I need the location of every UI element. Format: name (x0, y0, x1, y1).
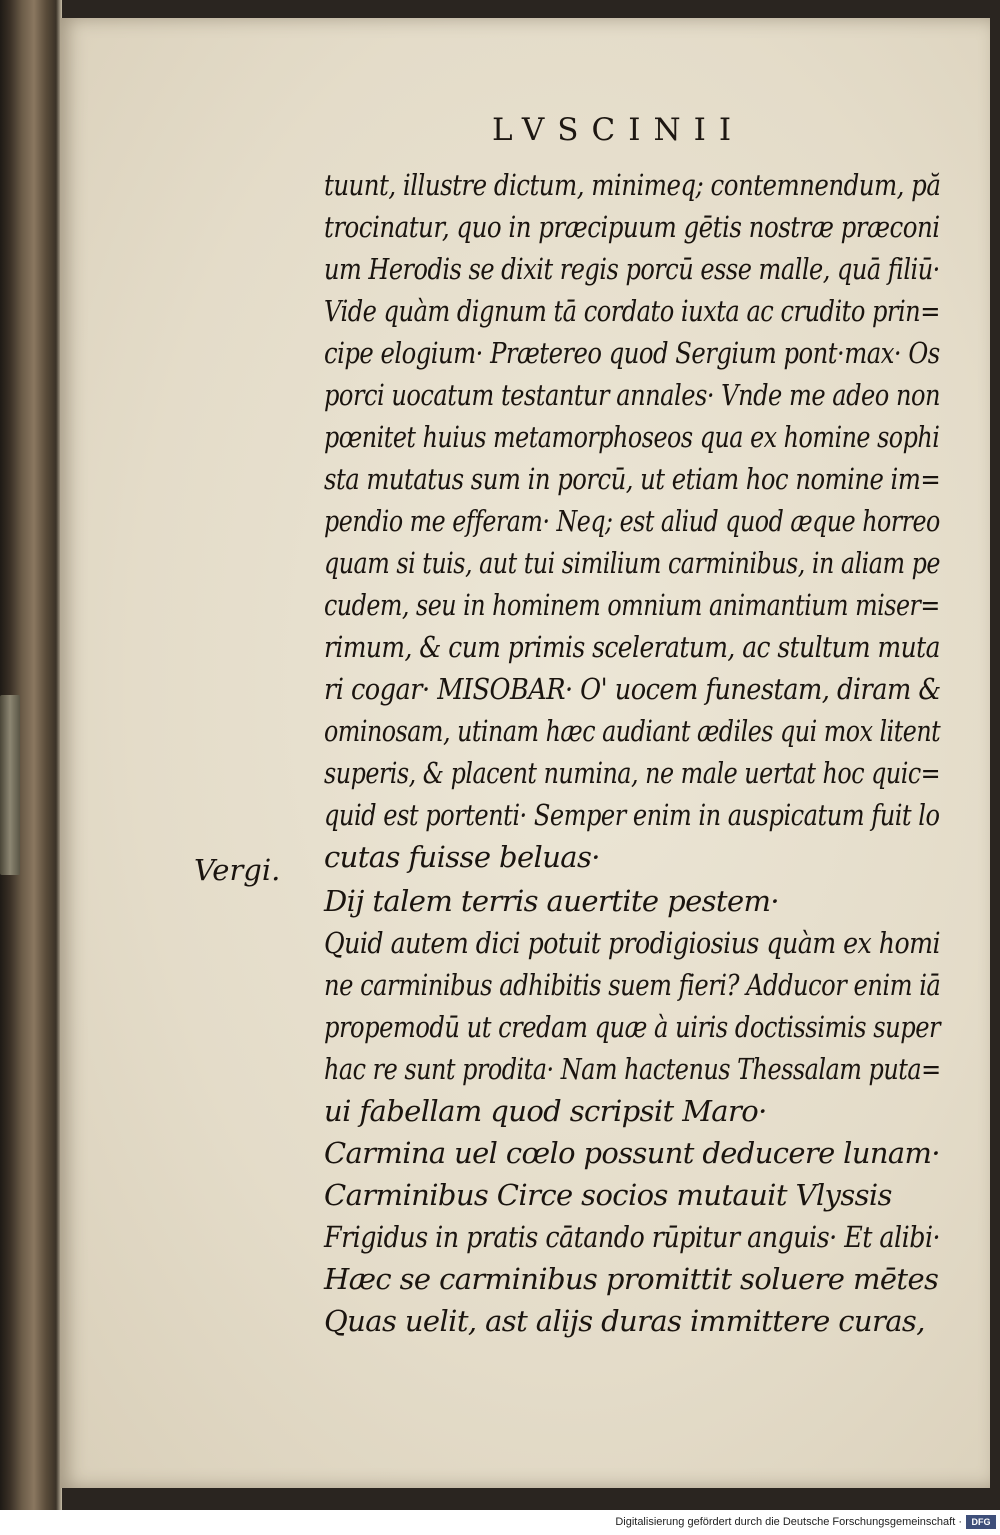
text-line: pendio me efferam· Neq; est aliud quod æque horreo (324, 504, 940, 538)
text-line: Carmina uel cœlo possunt deducere lunam· (324, 1136, 940, 1170)
text-line: Quid autem dici potuit prodigiosius quàm ex homi (324, 926, 941, 960)
dfg-logo-icon: DFG (966, 1515, 996, 1529)
text-line: tuunt, illustre dictum, minimeq; contemnendum, pă (324, 168, 941, 202)
text-line: Frigidus in pratis cātando rūpitur anguis· Et alibi· (324, 1220, 941, 1254)
text-line: hac re sunt prodita· Nam hactenus Thessalam puta= (324, 1052, 941, 1086)
text-line: ne carminibus adhibitis suem fieri? Adducor enim iā (324, 968, 941, 1002)
text-line: Vide quàm dignum tā cordato iuxta ac crudito prin= (324, 294, 940, 328)
text-line: quid est portenti· Semper enim in auspicatum fuit lo (324, 798, 940, 832)
text-line: ri cogar· MISOBAR· O' uocem funestam, diram & (324, 672, 941, 706)
text-line: propemodū ut credam quæ à uiris doctissimis super (324, 1010, 941, 1044)
margin-note: Vergi. (194, 853, 281, 887)
text-line: cutas fuisse beluas· (324, 840, 600, 874)
running-head: LVSCINII (492, 112, 745, 148)
footer-bar (0, 1510, 1000, 1535)
footer-credit: Digitalisierung gefördert durch die Deutsche Forschungsgemeinschaft · (615, 1516, 962, 1528)
text-line: um Herodis se dixit regis porcū esse malle, quā filiū· (324, 252, 940, 286)
text-line: cudem, seu in hominem omnium animantium miser= (324, 588, 940, 622)
text-line: Hæc se carminibus promittit soluere mētes (324, 1262, 939, 1296)
text-line: cipe elogium· Prætereo quod Sergium pont·max· Os (324, 336, 940, 370)
text-line: pœnitet huius metamorphoseos qua ex homine sophi (324, 420, 940, 454)
text-line: ominosam, utinam hæc audiant ædiles qui mox litent (324, 714, 941, 748)
book-clasp (0, 695, 20, 875)
text-line: porci uocatum testantur annales· Vnde me adeo non (324, 378, 941, 412)
text-line: Carminibus Circe socios mutauit Vlyssis (324, 1178, 892, 1212)
text-line: rimum, & cum primis sceleratum, ac stultum muta (324, 630, 940, 664)
text-line: Quas uelit, ast alijs duras immittere curas, (324, 1304, 925, 1338)
text-line: trocinatur, quo in præcipuum gētis nostræ præconi (324, 210, 940, 244)
text-line: Dij talem terris auertite pestem· (324, 884, 780, 918)
text-line: quam si tuis, aut tui similium carminibus, in aliam pe (324, 546, 940, 580)
text-line: ui fabellam quod scripsit Maro· (324, 1094, 767, 1128)
text-line: sta mutatus sum in porcū, ut etiam hoc nomine im= (324, 462, 941, 496)
text-line: superis, & placent numina, ne male uertat hoc quic= (324, 756, 941, 790)
